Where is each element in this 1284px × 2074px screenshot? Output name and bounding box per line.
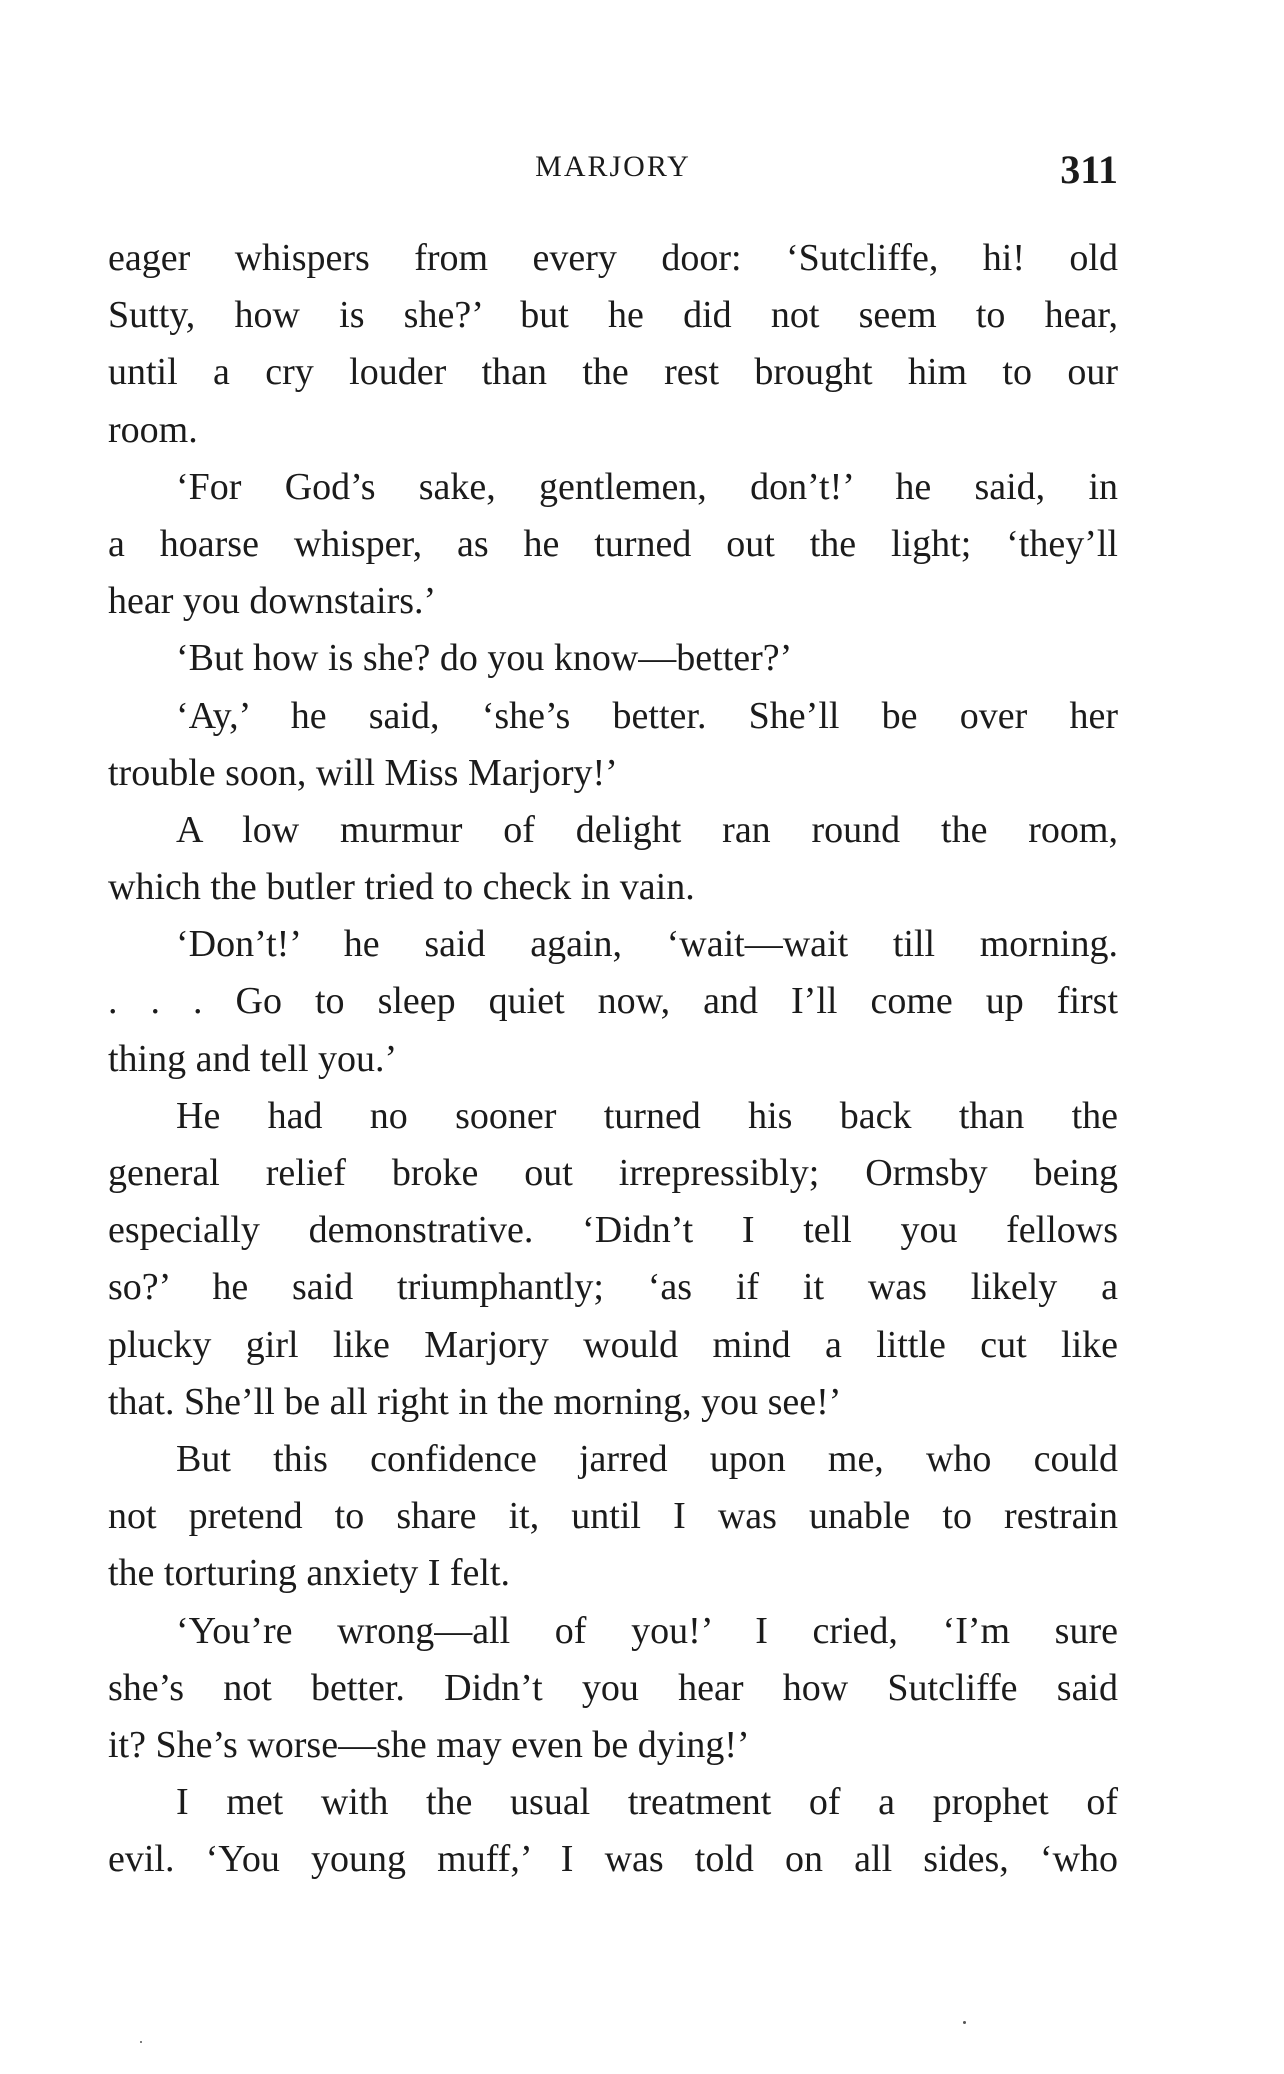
text-line: ‘For God’s sake, gentlemen, don’t!’ he said, in — [176, 465, 1118, 508]
paper-speck — [963, 2021, 966, 2024]
text-line: He had no sooner turned his back than the — [176, 1094, 1118, 1137]
running-head: MARJORY — [535, 150, 691, 183]
text-line: But this confidence jarred upon me, who could — [176, 1437, 1118, 1480]
text-line: until a cry louder than the rest brought him to our — [108, 351, 1118, 394]
text-line: general relief broke out irrepressibly; Ormsby being — [108, 1152, 1118, 1194]
text-line: room. — [108, 408, 198, 451]
text-line: hear you downstairs.’ — [108, 580, 437, 623]
text-line: not pretend to share it, until I was unable to restrain — [108, 1495, 1118, 1538]
text-line: the torturing anxiety I felt. — [108, 1552, 511, 1595]
text-line: so?’ he said triumphantly; ‘as if it was likely a — [108, 1266, 1118, 1309]
text-line: which the butler tried to check in vain. — [108, 866, 695, 909]
text-line: evil. ‘You young muff,’ I was told on all sides, ‘who — [108, 1838, 1118, 1881]
text-line: thing and tell you.’ — [108, 1037, 398, 1080]
body-text — [108, 230, 1118, 1888]
text-line: ‘But how is she? do you know—better?’ — [176, 637, 793, 680]
text-line: that. She’ll be all right in the morning, you see!’ — [108, 1380, 842, 1423]
text-line: ‘Ay,’ he said, ‘she’s better. She’ll be over her — [176, 694, 1118, 737]
text-line: it? She’s worse—she may even be dying!’ — [108, 1723, 750, 1766]
text-line: she’s not better. Didn’t you hear how Sutcliffe said — [108, 1666, 1118, 1709]
text-line: trouble soon, will Miss Marjory!’ — [108, 751, 618, 794]
text-line: ‘Don’t!’ he said again, ‘wait—wait till morning. — [176, 923, 1118, 966]
text-line: plucky girl like Marjory would mind a little cut like — [108, 1323, 1118, 1366]
page-header — [108, 147, 1118, 198]
paper-speck — [140, 2041, 142, 2043]
page-number: 311 — [1060, 147, 1118, 192]
text-line: ‘You’re wrong—all of you!’ I cried, ‘I’m sure — [176, 1609, 1118, 1652]
text-line: especially demonstrative. ‘Didn’t I tell you fellows — [108, 1209, 1118, 1252]
text-line: I met with the usual treatment of a prophet of — [176, 1781, 1118, 1824]
text-line: Sutty, how is she?’ but he did not seem to hear, — [108, 294, 1118, 337]
text-line: A low murmur of delight ran round the room, — [176, 808, 1118, 851]
text-line: . . . Go to sleep quiet now, and I’ll come up first — [108, 980, 1118, 1023]
text-line: a hoarse whisper, as he turned out the light; ‘they’ll — [108, 522, 1118, 565]
text-line: eager whispers from every door: ‘Sutcliffe, hi! old — [108, 237, 1118, 279]
